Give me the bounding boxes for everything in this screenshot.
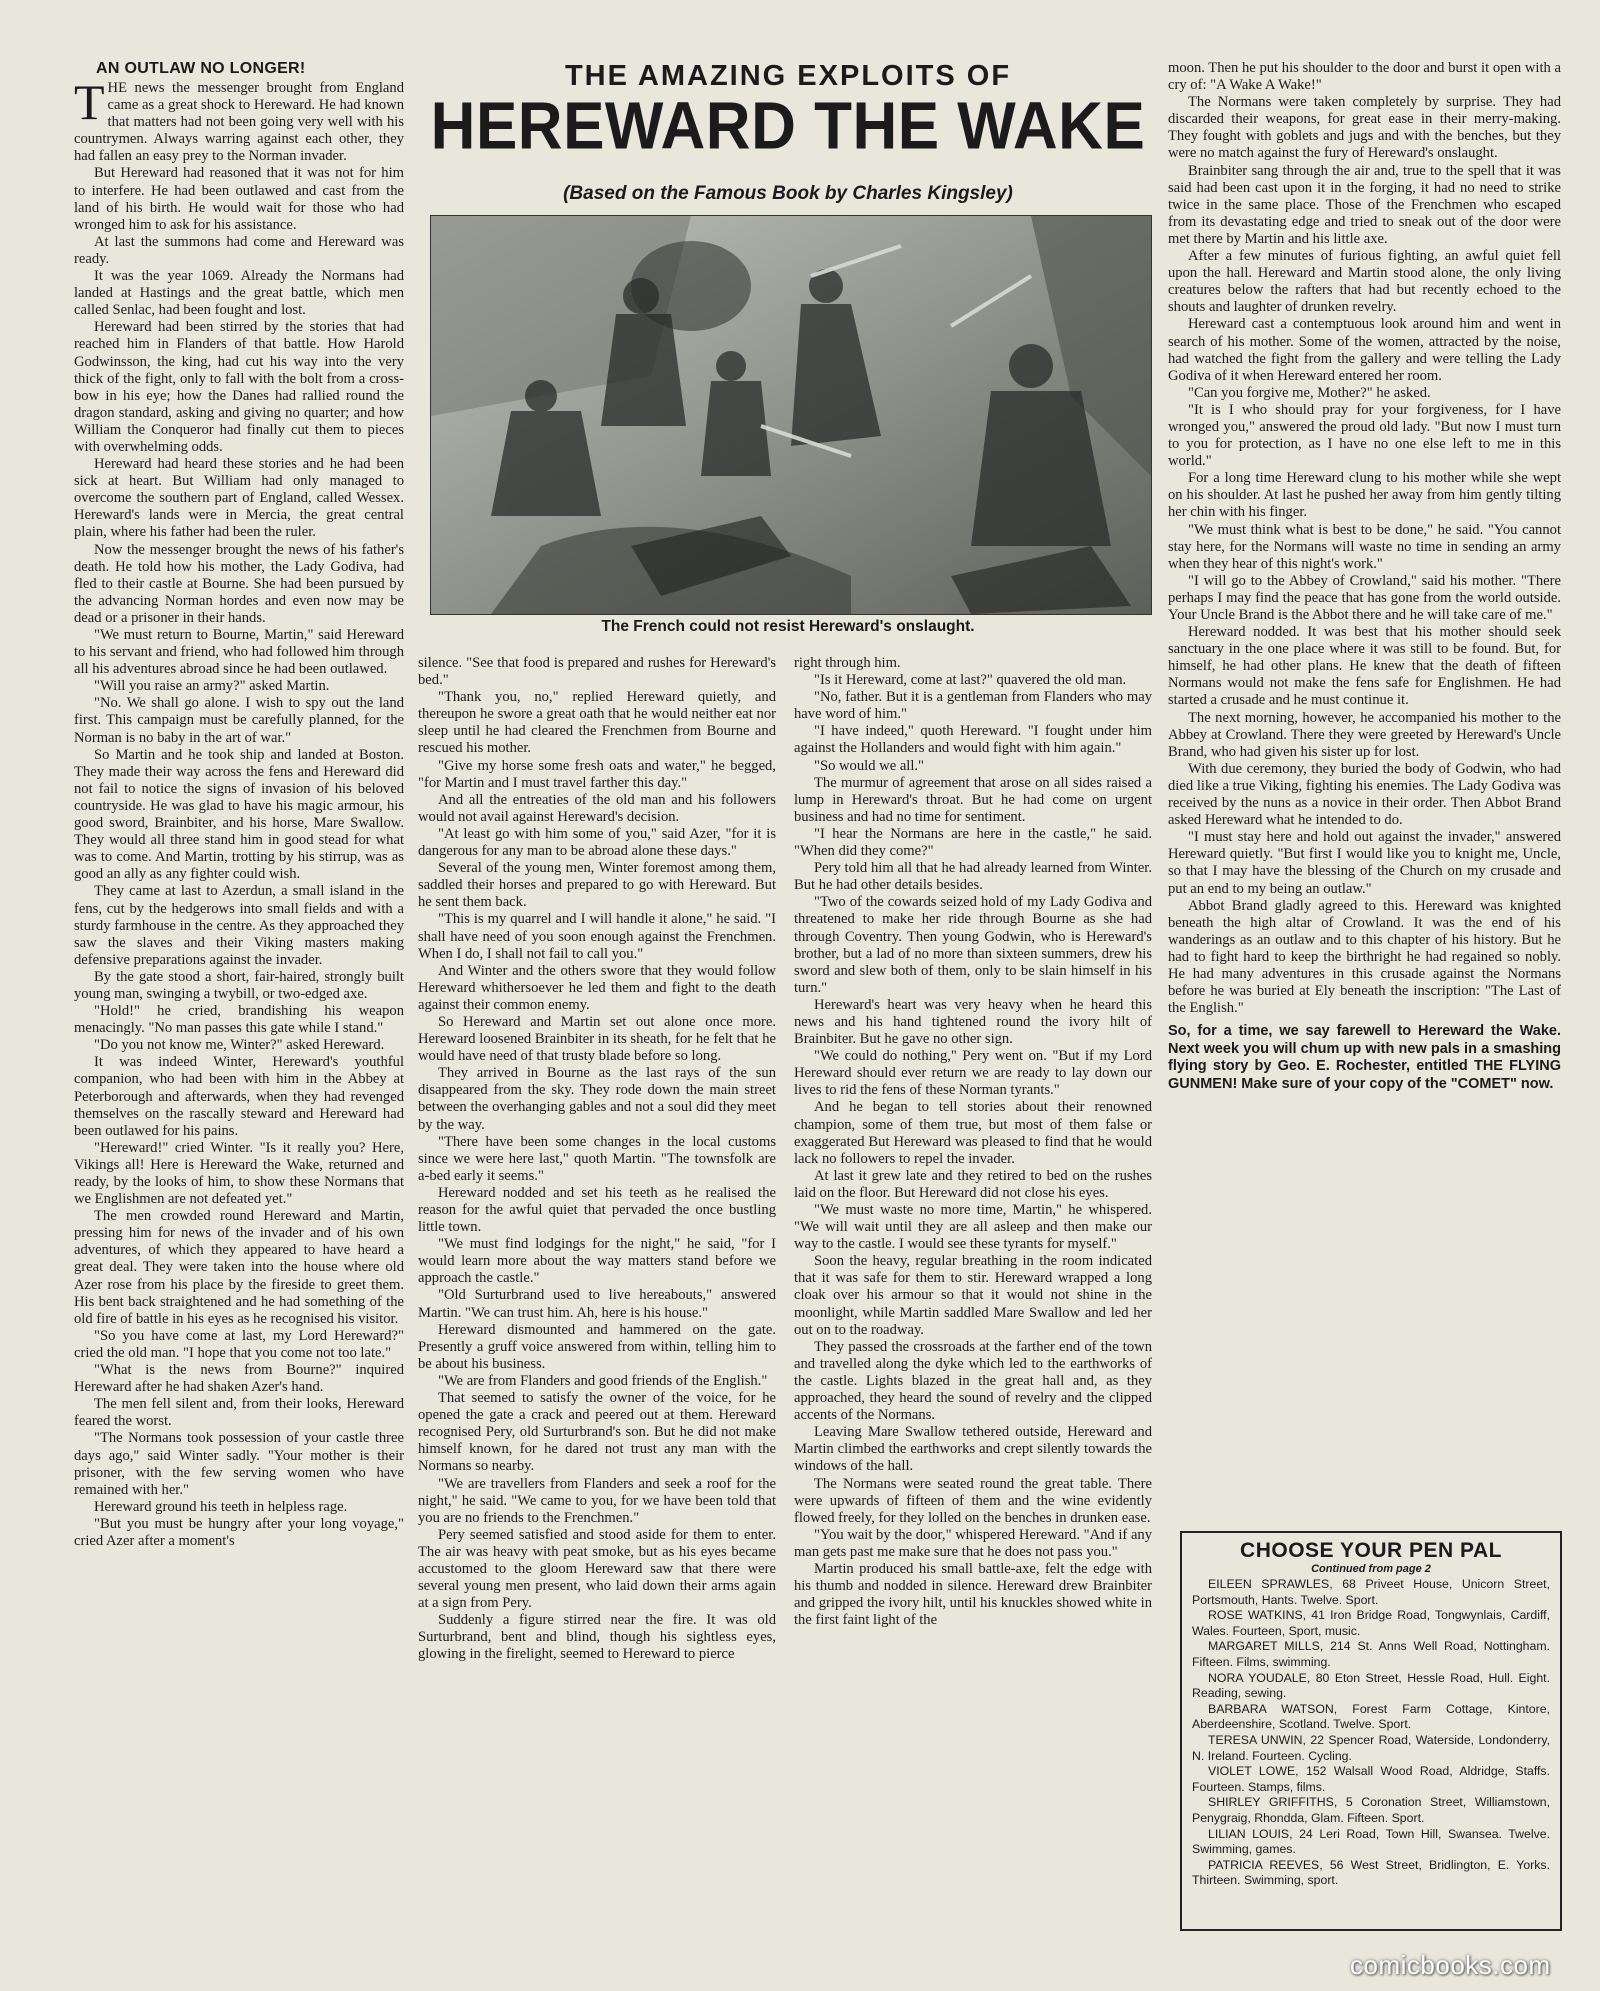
paragraph-text: HE news the messenger brought from England came as a great shock to Hereward. He had known that matters had not been going very well with his countrymen. Always warring against each other, they had fallen an easy prey to the Norman invader. [74,80,404,165]
article-paragraph: They passed the crossroads at the farther end of the town and travelled along the dyke which led to the earthworks of the castle. Lights blazed in the great hall and, as they approached, they heard the sound of revelry and the clipped accents of the Normans. [794,1338,1152,1424]
pen-pal-box [1180,1531,1562,1931]
pen-pal-entry: VIOLET LOWE, 152 Walsall Wood Road, Aldridge, Staffs. Fourteen. Stamps, films. [1192,1764,1550,1794]
article-paragraph: Abbot Brand gladly agreed to this. Hereward was knighted beneath the high altar of Crowland. It was the end of his wanderings as an outlaw and to this chapter of his history. But he had to fight hard to keep the birthright he had regained so nobly. He had many adventures in this crusade against the Normans before he was buried at Ely beneath the inscription: "The Last of the English." [1168,897,1561,1017]
article-paragraph: The murmur of agreement that arose on all sides raised a lump in Hereward's throat. But he had come on urgent business and had no time for sentiment. [794,774,1152,825]
article-paragraph: At last the summons had come and Hereward was ready. [74,233,404,267]
article-paragraph: And all the entreaties of the old man and his followers would not avail against Hereward's decision. [418,791,776,825]
article-paragraph: Soon the heavy, regular breathing in the room indicated that it was safe for them to stir. Hereward wrapped a long cloak over his armour so that it would not shine in the moonlight, while Martin saddled Mare Swallow and led her out on to the roadway. [794,1253,1152,1338]
subtitle: (Based on the Famous Book by Charles Kingsley) [563,183,1013,204]
article-column-2 [418,655,776,1965]
article-paragraph: "I must stay here and hold out against the invader," answered Hereward quietly. "But first I would like you to knight me, Uncle, so that I may have the blessing of the Church on my crusade and put an end to my being an outlaw." [1168,829,1561,897]
pen-pal-title: CHOOSE YOUR PEN PAL [1240,1539,1502,1562]
article-paragraph: "We must waste no more time, Martin," he whispered. "We will wait until they are all asleep and then make our way to the castle. I would see these tyrants for myself." [794,1202,1152,1253]
article-paragraph: With due ceremony, they buried the body of Godwin, who had died like a true Viking, fighting his enemies. The Lady Godiva was received by the nuns as a novice in their order. Then Abbot Brand asked Hereward what he intended to do. [1168,760,1561,829]
article-paragraph: "So you have come at last, my Lord Hereward?" cried the old man. "I hope that you come not too late." [74,1327,404,1361]
article-paragraph: Now the messenger brought the news of his father's death. He told how his mother, the Lady Godiva, had fled to their castle at Bourne. She had been pursued by the advancing Norman hordes and even now may be dead or a prisoner in their hands. [74,541,404,626]
illustration-caption: The French could not resist Hereward's onslaught. [601,618,975,635]
article-paragraph: "Old Surturbrand used to live hereabouts," answered Martin. "We can trust him. Ah, here is his house." [418,1287,776,1321]
article-paragraph: "We are from Flanders and good friends of the English." [438,1372,768,1389]
article-paragraph: And Winter and the others swore that they would follow Hereward whithersoever he led them and fight to the death against their common enemy. [418,962,776,1013]
article-paragraph: The next morning, however, he accompanied his mother to the Abbey at Crowland. There they were greeted by Hereward's Uncle Brand, who had given his sister up for lost. [1168,709,1561,760]
battle-illustration [430,215,1152,615]
pen-pal-entry: BARBARA WATSON, Forest Farm Cottage, Kintore, Aberdeenshire, Scotland. Twelve. Sport. [1192,1701,1550,1732]
article-paragraph: "We could do nothing," Pery went on. "But if my Lord Hereward should ever return we are ready to lay down our lives to rid the fens of these Norman tyrants." [794,1048,1152,1099]
article-paragraph: "Give my horse some fresh oats and water," he begged, "for Martin and I must travel farther this day." [418,757,776,791]
article-paragraph: "We must think what is best to be done," he said. "You cannot stay here, for the Normans will waste no time in sending an army when they hear of this night's work." [1168,521,1561,572]
article-paragraph: "So would we all." [814,757,925,774]
article-paragraph: "The Normans took possession of your castle three days ago," said Winter sadly. "Your mother is their prisoner, with the few serving women who have remained with her." [74,1430,404,1498]
column-text [418,655,776,1664]
section-heading: AN OUTLAW NO LONGER! [96,60,306,77]
pen-pal-entry: ROSE WATKINS, 41 Iron Bridge Road, Tongwynlais, Cardiff, Wales. Fourteen, Sport, music. [1192,1608,1550,1638]
article-paragraph: "Do you not know me, Winter?" asked Hereward. [94,1037,385,1054]
article-paragraph: "I have indeed," quoth Hereward. "I fought under him against the Hollanders and would fight with him again." [794,723,1152,757]
page-title: HEREWARD THE WAKE [430,89,1146,164]
article-paragraph: It was the year 1069. Already the Normans had landed at Hastings and the great battle, which men called Senlac, had been fought and lost. [74,268,404,319]
article-paragraph: It was indeed Winter, Hereward's youthful companion, who had been with him in the Abbey at Peterborough and afterwards, when they had revenged themselves on the rascally steward and Hereward had been outlawed for his pains. [74,1054,404,1139]
article-paragraph: "There have been some changes in the local customs since we were here last," quoth Martin. "The townsfolk are a-bed early it seems." [418,1133,776,1184]
article-paragraph: Leaving Mare Swallow tethered outside, Hereward and Martin climbed the earthworks and crept silently towards the windows of the hall. [794,1424,1152,1475]
article-paragraph: The men fell silent and, from their looks, Hereward feared the worst. [74,1396,404,1430]
pen-pal-subtitle: Continued from page 2 [1311,1563,1431,1575]
article-paragraph: "I will go to the Abbey of Crowland," said his mother. "There perhaps I may find the peace that has gone from the world outside. Your Uncle Brand is the Abbot there and he will take care of me." [1168,572,1561,623]
article-paragraph: "Hereward!" cried Winter. "Is it really you? Here, Vikings all! Here is Hereward the Wake, returned and ready, by the looks of him, to show these Normans that we Englishmen are not defeated yet." [74,1139,404,1208]
article-paragraph: Hereward nodded and set his teeth as he realised the reason for the awful quiet that pervaded the once bustling little town. [418,1184,776,1236]
article-paragraph: Pery told him all that he had already learned from Winter. But he had other details besides. [794,860,1152,894]
pen-pal-entry: NORA YOUDALE, 80 Eton Street, Hessle Road, Hull. Eight. Reading, sewing. [1192,1670,1550,1701]
pen-pal-entry: EILEEN SPRAWLES, 68 Priveet House, Unicorn Street, Portsmouth, Hants. Twelve. Sport. [1192,1577,1550,1607]
article-paragraph: "No, father. But it is a gentleman from Flanders who may have word of him." [794,689,1152,723]
article-paragraph: "Two of the cowards seized hold of my Lady Godiva and threatened to make her ride through Bourne as she had through Coventry. Then young Godwin, who is Hereward's brother, but a lad of no more than sixteen summers, drew his sword and slew both of them, only to be slain himself in his turn." [794,894,1152,996]
article-paragraph: Several of the young men, Winter foremost among them, saddled their horses and prepared to go with Hereward. But he sent them back. [418,860,776,911]
article-paragraph: Hereward ground his teeth in helpless rage. [94,1498,348,1515]
article-paragraph: "You wait by the door," whispered Hereward. "And if any man gets past me make sure that he does not pass you." [794,1526,1152,1560]
article-column-3 [794,655,1152,1965]
article-paragraph: "We are travellers from Flanders and seek a roof for the night," he said. "We came to you, for we have been told that you are no friends to the Frenchmen." [418,1475,776,1526]
pen-pal-entry: PATRICIA REEVES, 56 West Street, Bridlington, E. Yorks. Thirteen. Swimming, sport. [1192,1857,1550,1888]
article-paragraph: So Martin and he took ship and landed at Boston. They made their way across the fens and Hereward did not fail to notice the signs of invasion of his beloved countryside. He was glad to have his magic armour, his good sword, Brainbiter, and his horse, Mare Swallow. They would all three stand him in good stead for what was to come. And Martin, trotting by his stirrup, was as good an ally as any fighter could wish. [74,746,404,883]
article-paragraph: "Hold!" he cried, brandishing his weapon menacingly. "No man passes this gate while I stand." [74,1003,404,1037]
article-paragraph: "I hear the Normans are here in the castle," he said. "When did they come?" [794,825,1152,860]
article-paragraph: So Hereward and Martin set out alone once more. Hereward loosened Brainbiter in its sheath, for he felt that he would have need of that trusty blade before so long. [418,1013,776,1065]
article-paragraph: Pery seemed satisfied and stood aside for them to enter. The air was heavy with peat smoke, but as his eyes became accustomed to the gloom Hereward saw that there were several young men present, who laid down their arms again at a sign from Pery. [418,1526,776,1612]
article-paragraph: But Hereward had reasoned that it was not for him to interfere. He had been outlawed and cast from the land of his birth. He would wait for those who had wronged him to ask for his assistance. [74,165,404,233]
article-paragraph: "What is the news from Bourne?" inquired Hereward after he had shaken Azer's hand. [74,1362,404,1396]
site-watermark: comicbooks.com [1350,1950,1551,1980]
article-paragraph: "Can you forgive me, Mother?" he asked. [1188,384,1431,401]
article-paragraph: After a few minutes of furious fighting, an awful quiet fell upon the hall. Hereward and Martin stood alone, the only living creatures below the rafters that had but recently echoed to the shouts and laughter of drunken revelry. [1168,248,1561,316]
article-paragraph: At last it grew late and they retired to bed on the rushes laid on the floor. But Hereward did not close his eyes. [794,1167,1152,1201]
pen-pal-entry: MARGARET MILLS, 214 St. Anns Well Road, Nottingham. Fifteen. Films, swimming. [1192,1639,1550,1669]
article-paragraph: right through him. [794,655,901,671]
article-paragraph: Hereward nodded. It was best that his mother should seek sanctuary in the one place where it was still to be found. But, for himself, he had other plans. He knew that the death of fifteen Normans would not make the fens safe for Englishmen. He had started a crusade and he must continue it. [1168,624,1561,709]
article-paragraph: "Thank you, no," replied Hereward quietly, and thereupon he swore a great oath that he would neither eat nor sleep until he had cleared the Frenchmen from Bourne and rescued his mother. [418,689,776,757]
column-text [794,655,1152,1629]
article-paragraph: Suddenly a figure stirred near the fire. It was old Surturbrand, bent and blind, though his sightless eyes, glowing in the firelight, seemed to Hereward to pierce [418,1612,776,1663]
article-paragraph: And he began to tell stories about their renowned champion, some of them true, but most of them false or exaggerated But Hereward was pleased to find that he would lack no followers to repel the invader. [794,1099,1152,1167]
article-paragraph: "We must return to Bourne, Martin," said Hereward to his servant and friend, who had followed him through all his adventures abroad since he had been outlawed. [74,627,404,678]
column-text [74,74,404,1550]
article-paragraph: Hereward dismounted and hammered on the gate. Presently a gruff voice answered from within, telling him to be about his business. [418,1321,776,1372]
column-text [1168,60,1561,1017]
closing-note: So, for a time, we say farewell to Hereward the Wake. Next week you will chum up with new pals in a smashing flying story by Geo. E. Rochester, entitled THE FLYING GUNMEN! Make sure of your copy of the "COMET" now. [1168,1023,1561,1092]
article-paragraph: The Normans were taken completely by surprise. They had discarded their weapons, for great ease in their merry-making. They fought with goblets and jugs and with the benches, but they were no match against the fury of Hereward's onslaught. [1168,94,1561,162]
article-paragraph: Martin produced his small battle-axe, felt the edge with his thumb and nodded in silence. Hereward drew Brainbiter and gripped the ivory hilt, until his knuckles showed white in the first faint light of the [794,1560,1152,1629]
pen-pal-entry: TERESA UNWIN, 22 Spencer Road, Waterside, Londonderry, N. Ireland. Fourteen. Cycling. [1192,1732,1550,1763]
article-paragraph: Hereward's heart was very heavy when he heard this news and his hand tightened round the ivory hilt of Brainbiter. But he gave no other sign. [794,996,1152,1048]
article-column-4 [1168,60,1561,1522]
drop-cap: T [74,74,105,130]
article-paragraph: "It is I who should pray for your forgiveness, for I have wronged you," answered the proud old lady. "But now I must turn to you for protection, as I have no one else left to me in this world." [1168,401,1561,470]
pen-pal-list [1192,1577,1550,1889]
article-column-1 [74,60,404,1965]
article-paragraph: They arrived in Bourne as the last rays of the sun disappeared from the sky. They rode down the main street between the overhanging gables and not a soul did they meet by the way. [418,1065,776,1133]
article-paragraph: "We must find lodgings for the night," he said, "for I would learn more about the way matters stand before we approach the castle." [418,1236,776,1287]
article-paragraph: "Is it Hereward, come at last?" quavered the old man. [814,672,1127,689]
pen-pal-entry: LILIAN LOUIS, 24 Leri Road, Town Hill, Swansea. Twelve. Swimming, games. [1192,1826,1550,1857]
article-paragraph: They came at last to Azerdun, a small island in the fens, cut by the hedgerows into small fields and with a sturdy farmhouse in the centre. As they approached they saw the slaves and their Viking masters making defensive preparations against the invader. [74,883,404,968]
article-paragraph: The men crowded round Hereward and Martin, pressing him for news of the invader and of his own adventures, of which they appeared to have heard a great deal. They were taken into the house where old Azer rose from his place by the fireside to greet them. His bent back straightened and he had something of the old fire of battle in his eyes as he recognised his visitor. [74,1208,404,1327]
pen-pal-entry: SHIRLEY GRIFFITHS, 5 Coronation Street, Williamstown, Penygraig, Rhondda, Glam. Fifteen. Sport. [1192,1795,1550,1825]
article-paragraph: Hereward had heard these stories and he had been sick at heart. But William had only managed to overcome the southern part of England, called Wessex. Hereward's lands were in Mercia, the great central plain, where his father had been the ruler. [74,456,404,541]
article-paragraph: That seemed to satisfy the owner of the voice, for he opened the gate a crack and peered out at them. Hereward recognised Pery, old Surturbrand's son. But he did not make himself known, for he dared not trust any man with the Normans so nearby. [418,1390,776,1475]
article-paragraph: Brainbiter sang through the air and, true to the spell that it was said had been cast upon it in the forging, it had no need to strike twice in the same place. Those of the Frenchmen who escaped from its devastating edge and tried to sneak out of the door were met there by Martin and his little axe. [1168,162,1561,247]
article-paragraph: "But you must be hungry after your long voyage," cried Azer after a moment's [74,1515,404,1549]
article-paragraph: Hereward cast a contemptuous look around him and went in search of his mother. Some of the women, attracted by the noise, had watched the fight from the gallery and were telling the Lady Godiva of it when Hereward entered her room. [1168,316,1561,384]
article-paragraph: "At least go with him some of you," said Azer, "for it is dangerous for any man to be abroad alone these days." [418,825,776,860]
article-paragraph: By the gate stood a short, fair-haired, strongly built young man, swinging a twybill, or two-edged axe. [74,968,404,1002]
article-paragraph: "No. We shall go alone. I wish to spy out the land first. This campaign must be carefully planned, for the Norman is no baby in the art of war." [74,695,404,746]
article-paragraph: moon. Then he put his shoulder to the door and burst it open with a cry of: "A Wake A Wake!" [1168,60,1561,94]
article-paragraph: Hereward had been stirred by the stories that had reached him in Flanders of that battle. How Harold Godwinsson, the king, had cut his way into the very thick of the fight, only to fall with the bolt from a cross-bow in his eye; how the Danes had rallied round the dragon standard, asking and giving no quarter; and how William the Conqueror had finally cut them to pieces with overwhelming odds. [74,319,404,455]
pre-title: THE AMAZING EXPLOITS OF [564,60,1012,92]
article-paragraph [74,74,404,165]
article-paragraph: "Will you raise an army?" asked Martin. [94,678,330,695]
article-paragraph: For a long time Hereward clung to his mother while she wept on his shoulder. At last he pushed her away from him gently tilting her chin with his finger. [1168,470,1561,521]
article-paragraph: silence. "See that food is prepared and rushes for Hereward's bed." [418,655,776,689]
article-paragraph: The Normans were seated round the great table. There were upwards of fifteen of them and the wine evidently flowed freely, for they lolled on the benches in drunken ease. [794,1475,1152,1526]
article-paragraph: "This is my quarrel and I will handle it alone," he said. "I shall have need of you soon enough against the Frenchmen. When I do, I shall not fail to call you." [418,911,776,962]
